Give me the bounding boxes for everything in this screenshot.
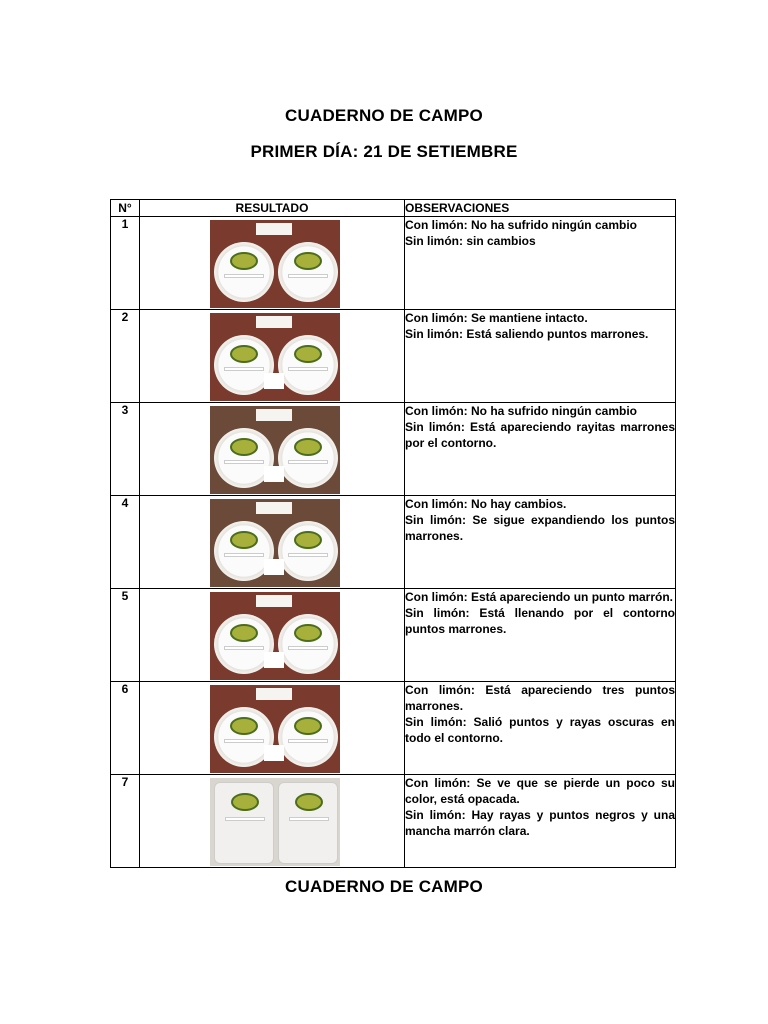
- avocado-slice: [294, 438, 322, 456]
- avocado-slice: [294, 624, 322, 642]
- avocado-slice: [230, 252, 258, 270]
- table-header-row: [111, 200, 676, 217]
- table-row: [111, 310, 676, 403]
- avocado-slice: [294, 252, 322, 270]
- observation-without-lemon: Sin limón: Está llenando por el contorno puntos marrones.: [405, 606, 675, 636]
- avocado-slice: [295, 793, 323, 811]
- plate-label: [224, 646, 264, 650]
- plate-label: [224, 274, 264, 278]
- page-title: CUADERNO DE CAMPO: [285, 106, 483, 125]
- photo-sign: [256, 502, 292, 514]
- column-header-number: N°: [111, 200, 140, 217]
- avocado-slice: [230, 717, 258, 735]
- observation-without-lemon: Sin limón: Está apareciendo rayitas marrones por el contorno.: [405, 420, 675, 450]
- observation-with-lemon: Con limón: Se ve que se pierde un poco su color, está opacada.: [405, 776, 675, 806]
- avocado-slice: [230, 345, 258, 363]
- tray-label: [225, 817, 265, 821]
- result-photo-cell: [140, 403, 405, 496]
- photo-sign: [256, 409, 292, 421]
- table-row: [111, 775, 676, 868]
- result-photo: [210, 220, 340, 308]
- row-number: 7: [111, 775, 140, 868]
- plate-without-lemon: [278, 242, 338, 302]
- plate-label: [288, 274, 328, 278]
- avocado-slice: [294, 531, 322, 549]
- plate-with-lemon: [214, 242, 274, 302]
- result-photo: [210, 406, 340, 494]
- plate-without-lemon: [278, 614, 338, 674]
- row-number: 6: [111, 682, 140, 775]
- plate-label: [288, 460, 328, 464]
- result-photo-cell: [140, 775, 405, 868]
- center-label: [264, 466, 284, 482]
- plate-label: [288, 553, 328, 557]
- observation-without-lemon: Sin limón: Salió puntos y rayas oscuras en todo el contorno.: [405, 715, 675, 745]
- observation-with-lemon: Con limón: Está apareciendo un punto marrón.: [405, 590, 674, 604]
- avocado-slice: [230, 624, 258, 642]
- row-number: 5: [111, 589, 140, 682]
- photo-sign: [256, 595, 292, 607]
- result-photo: [210, 499, 340, 587]
- photo-sign: [256, 316, 292, 328]
- plate-label: [288, 367, 328, 371]
- column-header-result: RESULTADO: [140, 200, 405, 217]
- plate-label: [224, 739, 264, 743]
- center-label: [264, 373, 284, 389]
- observation-with-lemon: Con limón: Está apareciendo tres puntos marrones.: [405, 683, 675, 713]
- avocado-slice: [231, 793, 259, 811]
- observation-without-lemon: Sin limón: sin cambios: [405, 234, 536, 248]
- table-row: [111, 682, 676, 775]
- avocado-slice: [294, 345, 322, 363]
- result-photo: [210, 778, 340, 866]
- avocado-slice: [230, 531, 258, 549]
- observations-cell: [405, 496, 676, 589]
- plate-label: [288, 739, 328, 743]
- result-photo: [210, 592, 340, 680]
- plate-label: [224, 460, 264, 464]
- field-notebook-table: [110, 199, 676, 868]
- table-row: [111, 403, 676, 496]
- table-row: [111, 496, 676, 589]
- observations-cell: [405, 403, 676, 496]
- table-row: [111, 589, 676, 682]
- plate-without-lemon: [278, 521, 338, 581]
- plate-without-lemon: [278, 428, 338, 488]
- plate-without-lemon: [278, 335, 338, 395]
- result-photo-cell: [140, 217, 405, 310]
- photo-sign: [256, 688, 292, 700]
- observations-cell: [405, 310, 676, 403]
- avocado-slice: [230, 438, 258, 456]
- result-photo: [210, 313, 340, 401]
- observations-cell: [405, 589, 676, 682]
- observation-with-lemon: Con limón: Se mantiene intacto.: [405, 311, 588, 325]
- plate-label: [288, 646, 328, 650]
- observation-with-lemon: Con limón: No hay cambios.: [405, 497, 567, 511]
- page-subtitle: PRIMER DÍA: 21 DE SETIEMBRE: [250, 142, 518, 161]
- plate-label: [224, 553, 264, 557]
- center-label: [264, 652, 284, 668]
- result-photo-cell: [140, 310, 405, 403]
- observations-cell: [405, 775, 676, 868]
- observation-without-lemon: Sin limón: Se sigue expandiendo los puntos marrones.: [405, 513, 675, 543]
- row-number: 3: [111, 403, 140, 496]
- tray-with-lemon: [214, 782, 274, 864]
- observations-cell: [405, 217, 676, 310]
- next-page-title: CUADERNO DE CAMPO: [285, 877, 483, 896]
- plate-label: [224, 367, 264, 371]
- column-header-observations: OBSERVACIONES: [405, 200, 676, 217]
- observation-with-lemon: Con limón: No ha sufrido ningún cambio: [405, 404, 637, 418]
- result-photo-cell: [140, 682, 405, 775]
- center-label: [264, 559, 284, 575]
- photo-sign: [256, 223, 292, 235]
- observation-without-lemon: Sin limón: Hay rayas y puntos negros y una mancha marrón clara.: [405, 808, 675, 838]
- center-label: [264, 745, 284, 761]
- avocado-slice: [294, 717, 322, 735]
- tray-label: [289, 817, 329, 821]
- row-number: 2: [111, 310, 140, 403]
- plate-with-lemon: [278, 707, 338, 767]
- tray-without-lemon: [278, 782, 338, 864]
- row-number: 1: [111, 217, 140, 310]
- observation-with-lemon: Con limón: No ha sufrido ningún cambio: [405, 218, 637, 232]
- result-photo: [210, 685, 340, 773]
- result-photo-cell: [140, 589, 405, 682]
- observation-without-lemon: Sin limón: Está saliendo puntos marrones.: [405, 327, 649, 341]
- observations-cell: [405, 682, 676, 775]
- row-number: 4: [111, 496, 140, 589]
- result-photo-cell: [140, 496, 405, 589]
- table-row: [111, 217, 676, 310]
